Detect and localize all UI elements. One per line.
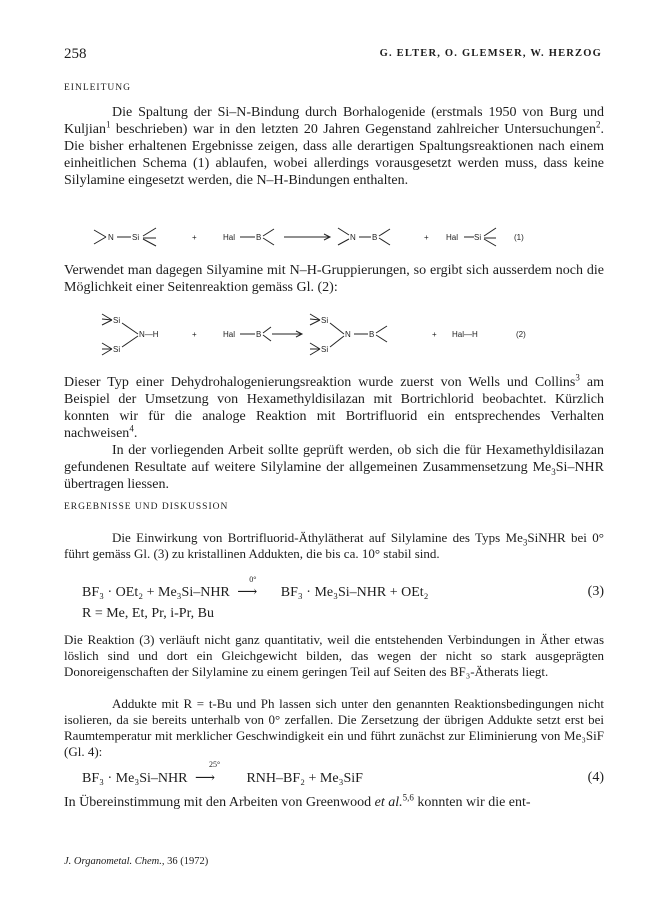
reaction-scheme-2	[100, 308, 570, 360]
bond-line	[376, 326, 387, 333]
plus-sign: +	[192, 233, 197, 242]
bond-line	[102, 343, 112, 349]
equation-number: (4)	[587, 770, 604, 785]
reaction-arrow	[237, 575, 273, 601]
journal-footer	[64, 856, 208, 867]
bond-line	[338, 228, 349, 235]
equation-3	[82, 575, 604, 601]
equation-label: (1)	[514, 233, 524, 242]
paragraph-aim: In der vorliegenden Arbeit sollte geprüft werden, ob sich die für Hexamethyldisilazan gefundenen Resultate auf weitere Silylamine der allgemeinen Zusammensetzung $Me_3Si$–NHR übertragen liessen.	[64, 443, 604, 492]
paragraph-silyamine: Verwendet man dagegen Silyamine mit N–H-Gruppierungen, so ergibt sich ausserdem noch die Möglichkeit einer Seitenreaktion gemäss Gl. (2):	[64, 263, 604, 295]
journal-name: J. Organometal. Chem.,	[64, 856, 165, 867]
atom-si: Si	[132, 233, 140, 242]
journal-volume: 36 (1972)	[164, 856, 209, 867]
bond-line	[310, 320, 320, 325]
hal-label: Hal	[446, 233, 459, 242]
section-heading-einleitung: EINLEITUNG	[64, 83, 131, 93]
hal-h-label: Hal—H	[452, 330, 478, 339]
page-header	[64, 46, 602, 66]
hal-label: Hal	[223, 233, 236, 242]
bond-line	[263, 335, 271, 341]
atom-si: Si	[113, 316, 121, 325]
section-heading-ergebnisse: ERGEBNISSE UND DISKUSSION	[64, 502, 229, 512]
bond-line	[338, 239, 349, 245]
atom-b: B	[372, 233, 378, 242]
bond-line	[310, 343, 320, 349]
bond-line	[94, 230, 106, 237]
atom-b: B	[256, 330, 262, 339]
paragraph-einwirkung: Die Einwirkung von Bortrifluorid-Äthylätherat auf Silylamine des Typs $Me_3SiNHR$ bei 0° führt gemäss Gl. (3) zu kristallinen Addukten, die bis ca. 10° stabil sind.	[64, 530, 604, 561]
bond-line	[263, 229, 274, 236]
paragraph-greenwood: In Übereinstimmung mit den Arbeiten von Greenwood et al.$^{5,6}$ konnten wir die ent-	[64, 792, 531, 810]
bond-line	[330, 336, 344, 347]
running-head: G. ELTER, O. GLEMSER, W. HERZOG	[379, 48, 602, 59]
bond-line	[310, 349, 320, 355]
reaction-condition: 25°	[208, 760, 221, 769]
atom-b: B	[369, 330, 375, 339]
plus-sign: +	[192, 330, 197, 339]
atom-si: Si	[113, 345, 121, 354]
equation-4	[82, 760, 604, 787]
atom-si: Si	[321, 316, 329, 325]
paragraph-intro: Die Spaltung der Si–N-Bindung durch Borhalogenide (erstmals 1950 von Burg und Kuljian$^1$ beschrieben) war in den letzten 20 Jahren Gegenstand zahlreicher Untersuchungen$^2$. Die bisher erhaltenen Ergebnisse zeigen, dass alle derartigen Spaltungsreaktionen nach einem einheitlichen Schema (1) ablaufen, wobei allerdings vorausgesetzt werden muss, dass keine Silylamine eingesetzt werden, die N–H-Bindungen enthalten.	[64, 105, 604, 188]
equation-rhs: RNH–BF₂ + Me₃SiF	[246, 771, 363, 786]
reaction-scheme-1	[92, 212, 572, 248]
reaction-condition: 0°	[249, 575, 257, 584]
bond-line	[143, 239, 156, 246]
paragraph-quantitativ: Die Reaktion (3) verläuft nicht ganz quantitativ, weil die entstehenden Verbindungen in Äther etwas löslich sind und dort ein Gleichgewicht bilden, das wegen der nicht so stark ausgeprägten Donoreigenschaften der Silylamine zu einem geringen Teil auf Seiten des BF₃-Ätherats liegt.	[64, 632, 604, 679]
atom-si: Si	[474, 233, 482, 242]
bond-line	[122, 336, 138, 347]
bond-line	[484, 239, 496, 246]
bond-line	[484, 228, 496, 236]
bond-line	[94, 237, 106, 244]
arrow-glyph: ⟶	[237, 585, 258, 600]
equation-lhs: BF₃ · OEt₂ + Me₃Si–NHR	[82, 585, 230, 600]
reaction-arrow	[194, 760, 239, 787]
atom-si: Si	[321, 345, 329, 354]
atom-n: N	[345, 330, 351, 339]
bond-line	[263, 327, 271, 333]
hal-label: Hal	[223, 330, 236, 339]
bond-line	[379, 229, 390, 236]
bond-line	[263, 238, 274, 245]
bond-line	[376, 335, 387, 342]
atom-n: N	[108, 233, 114, 242]
bond-line	[379, 238, 390, 245]
arrow-glyph: ⟶	[194, 771, 216, 786]
atom-b: B	[256, 233, 262, 242]
equation-number: (3)	[587, 584, 604, 599]
plus-sign: +	[424, 233, 429, 242]
substituent-list: R = Me, Et, Pr, i-Pr, Bu	[82, 606, 215, 621]
equation-rhs: BF₃ · Me₃Si–NHR + OEt₂	[280, 585, 429, 600]
paragraph-addukte: Addukte mit R = t-Bu und Ph lassen sich unter den genannten Reaktionsbedingungen nicht isolieren, da sie bereits unterhalb von 0° zerfallen. Die Zersetzung der übrigen Addukte setzt erst bei Raumtemperatur mit merklicher Geschwindigkeit ein und führt zunächst zur Eliminierung von Me₃SiF (Gl. 4):	[64, 696, 604, 759]
bond-line	[143, 228, 156, 236]
paragraph-dehydrohalogenation: Dieser Typ einer Dehydrohalogenierungsreaktion wurde zuerst von Wells und Collins$^3$ am Beispiel der Umsetzung von Hexamethyldisilazan mit Bortrichlorid beobachtet. Kürzlich konnten wir für die analoge Reaktion mit Bortrifluorid ein entsprechendes Verhalten nachweisen$^4$.	[64, 372, 604, 441]
bond-line	[102, 349, 112, 355]
plus-sign: +	[432, 330, 437, 339]
equation-lhs: BF₃ · Me₃Si–NHR	[82, 771, 188, 786]
atom-n: N	[350, 233, 356, 242]
atom-n-h: N—H	[139, 330, 159, 339]
bond-line	[122, 323, 138, 334]
bond-line	[330, 323, 344, 334]
page-number: 258	[64, 46, 87, 62]
equation-label: (2)	[516, 330, 526, 339]
bond-line	[102, 320, 112, 325]
